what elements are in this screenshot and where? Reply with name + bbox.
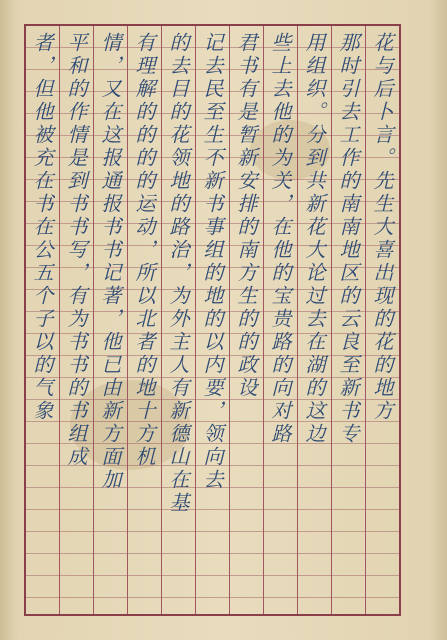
manuscript-column (127, 26, 161, 614)
column-text: 有理解的的的的运动，所以北者的地十方机 (132, 32, 156, 469)
manuscript-column (195, 26, 229, 614)
column-text: 平和的作情是到书书写，有为书书的书组成 (64, 32, 88, 469)
manuscript-column (331, 26, 365, 614)
column-text: 情，又在这报通报书书记著，他已由新方面加 (98, 32, 122, 492)
column-text: 那时引去工作的南南地区的云良至新书专 (336, 32, 360, 446)
manuscript-column (26, 26, 59, 614)
manuscript-column (59, 26, 93, 614)
column-text: 君书有是暂新安排的南方生的的政设 (234, 32, 258, 400)
manuscript-column (365, 26, 399, 614)
manuscript-column (263, 26, 297, 614)
column-text: 花与后卜言。先生大喜出现的花的地方 (370, 32, 394, 423)
manuscript-grid (24, 24, 401, 616)
manuscript-column (229, 26, 263, 614)
column-text: 的去目的花领地的路治，为外主人有新德山在基 (166, 32, 190, 515)
column-text: 记去民至生不新书事组的地的以内要，领向去 (200, 32, 224, 492)
column-text: 用组织。分到共新花大论过去在湖的这边 (302, 32, 326, 446)
manuscript-column (93, 26, 127, 614)
column-text: 些上去他的为关，在他的宝贵路的向对路 (268, 32, 292, 446)
column-text: 者，但他被充在书在公五个子以的气象 (30, 32, 54, 423)
manuscript-column (161, 26, 195, 614)
manuscript-column (297, 26, 331, 614)
